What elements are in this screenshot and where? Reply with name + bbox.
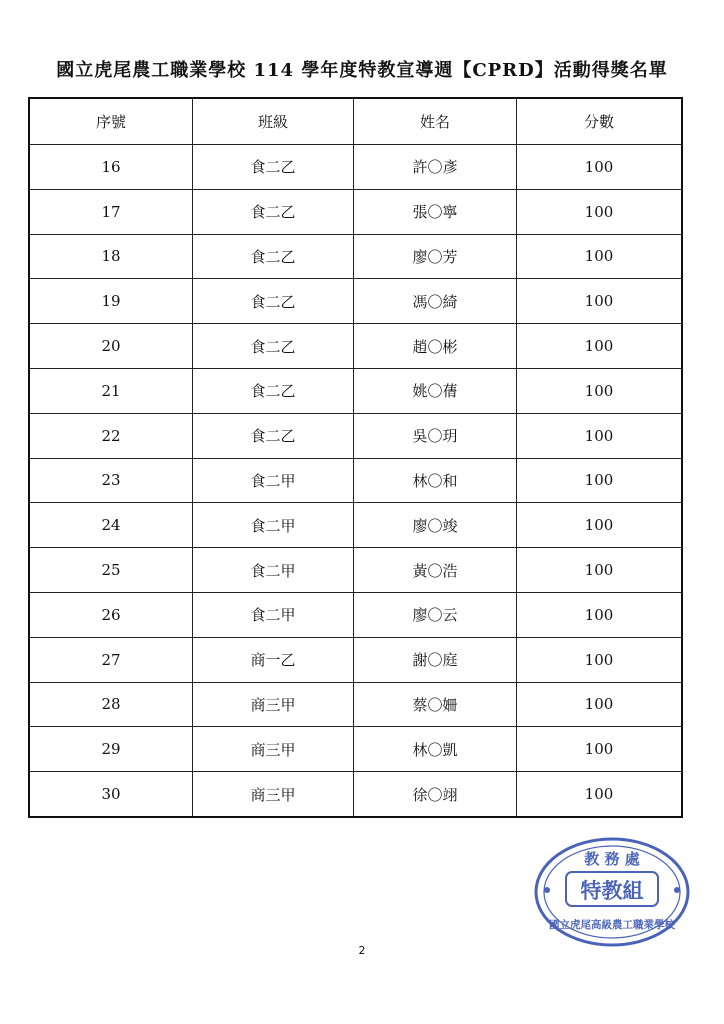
cell-no: 29 (29, 727, 193, 772)
cell-class: 食二甲 (193, 458, 354, 503)
cell-class: 食二乙 (193, 368, 354, 413)
table-row (29, 637, 682, 682)
page-number: 2 (358, 944, 366, 957)
header-class: 班級 (193, 98, 354, 145)
cell-name: 趙〇彬 (354, 324, 517, 369)
cell-no: 30 (29, 772, 193, 817)
table-row (29, 413, 682, 458)
cell-class: 食二甲 (193, 548, 354, 593)
cell-name: 徐〇翊 (354, 772, 517, 817)
cell-class: 食二乙 (193, 324, 354, 369)
cell-name: 蔡〇姍 (354, 682, 517, 727)
cell-no: 24 (29, 503, 193, 548)
table-row (29, 368, 682, 413)
cell-score: 100 (517, 592, 683, 637)
cell-class: 食二乙 (193, 279, 354, 324)
table-row (29, 772, 682, 817)
table-row (29, 145, 682, 190)
cell-class: 商一乙 (193, 637, 354, 682)
cell-score: 100 (517, 189, 683, 234)
table-row (29, 592, 682, 637)
header-no: 序號 (29, 98, 193, 145)
cell-score: 100 (517, 682, 683, 727)
table-row (29, 324, 682, 369)
seal-center-text: 特教組 (580, 878, 644, 903)
cell-score: 100 (517, 548, 683, 593)
seal-graphic (533, 836, 691, 948)
cell-score: 100 (517, 324, 683, 369)
cell-class: 食二甲 (193, 592, 354, 637)
cell-no: 27 (29, 637, 193, 682)
cell-no: 21 (29, 368, 193, 413)
cell-score: 100 (517, 368, 683, 413)
cell-score: 100 (517, 279, 683, 324)
page-title: 國立虎尾農工職業學校 114 學年度特教宣導週【CPRD】活動得獎名單 (56, 60, 668, 81)
cell-name: 馮〇綺 (354, 279, 517, 324)
cell-no: 19 (29, 279, 193, 324)
cell-score: 100 (517, 727, 683, 772)
table-row (29, 548, 682, 593)
cell-class: 食二乙 (193, 189, 354, 234)
cell-score: 100 (517, 458, 683, 503)
cell-name: 廖〇竣 (354, 503, 517, 548)
cell-name: 黃〇浩 (354, 548, 517, 593)
cell-no: 16 (29, 145, 193, 190)
table-row (29, 458, 682, 503)
cell-name: 林〇和 (354, 458, 517, 503)
cell-class: 食二乙 (193, 145, 354, 190)
cell-name: 吳〇玥 (354, 413, 517, 458)
cell-name: 許〇彥 (354, 145, 517, 190)
cell-class: 食二乙 (193, 413, 354, 458)
cell-no: 25 (29, 548, 193, 593)
cell-name: 姚〇蒨 (354, 368, 517, 413)
cell-no: 17 (29, 189, 193, 234)
seal-top-text: 教 務 處 (584, 850, 640, 868)
cell-no: 26 (29, 592, 193, 637)
seal-bottom-text: 國立虎尾高級農工職業學校 (549, 919, 675, 931)
cell-no: 22 (29, 413, 193, 458)
table-row (29, 503, 682, 548)
cell-class: 食二乙 (193, 234, 354, 279)
table-row (29, 189, 682, 234)
cell-no: 28 (29, 682, 193, 727)
award-table (28, 97, 683, 818)
table-header-row (29, 98, 682, 145)
official-seal (533, 836, 691, 948)
table-row (29, 682, 682, 727)
table-row (29, 279, 682, 324)
cell-score: 100 (517, 503, 683, 548)
cell-name: 廖〇芳 (354, 234, 517, 279)
cell-name: 謝〇庭 (354, 637, 517, 682)
table-row (29, 234, 682, 279)
header-score: 分數 (517, 98, 683, 145)
cell-class: 商三甲 (193, 727, 354, 772)
cell-class: 商三甲 (193, 772, 354, 817)
cell-score: 100 (517, 145, 683, 190)
cell-no: 18 (29, 234, 193, 279)
cell-score: 100 (517, 637, 683, 682)
cell-no: 23 (29, 458, 193, 503)
cell-class: 食二甲 (193, 503, 354, 548)
table-row (29, 727, 682, 772)
cell-name: 張〇寧 (354, 189, 517, 234)
cell-name: 廖〇云 (354, 592, 517, 637)
cell-name: 林〇凱 (354, 727, 517, 772)
cell-class: 商三甲 (193, 682, 354, 727)
cell-score: 100 (517, 413, 683, 458)
cell-score: 100 (517, 772, 683, 817)
header-name: 姓名 (354, 98, 517, 145)
cell-no: 20 (29, 324, 193, 369)
cell-score: 100 (517, 234, 683, 279)
